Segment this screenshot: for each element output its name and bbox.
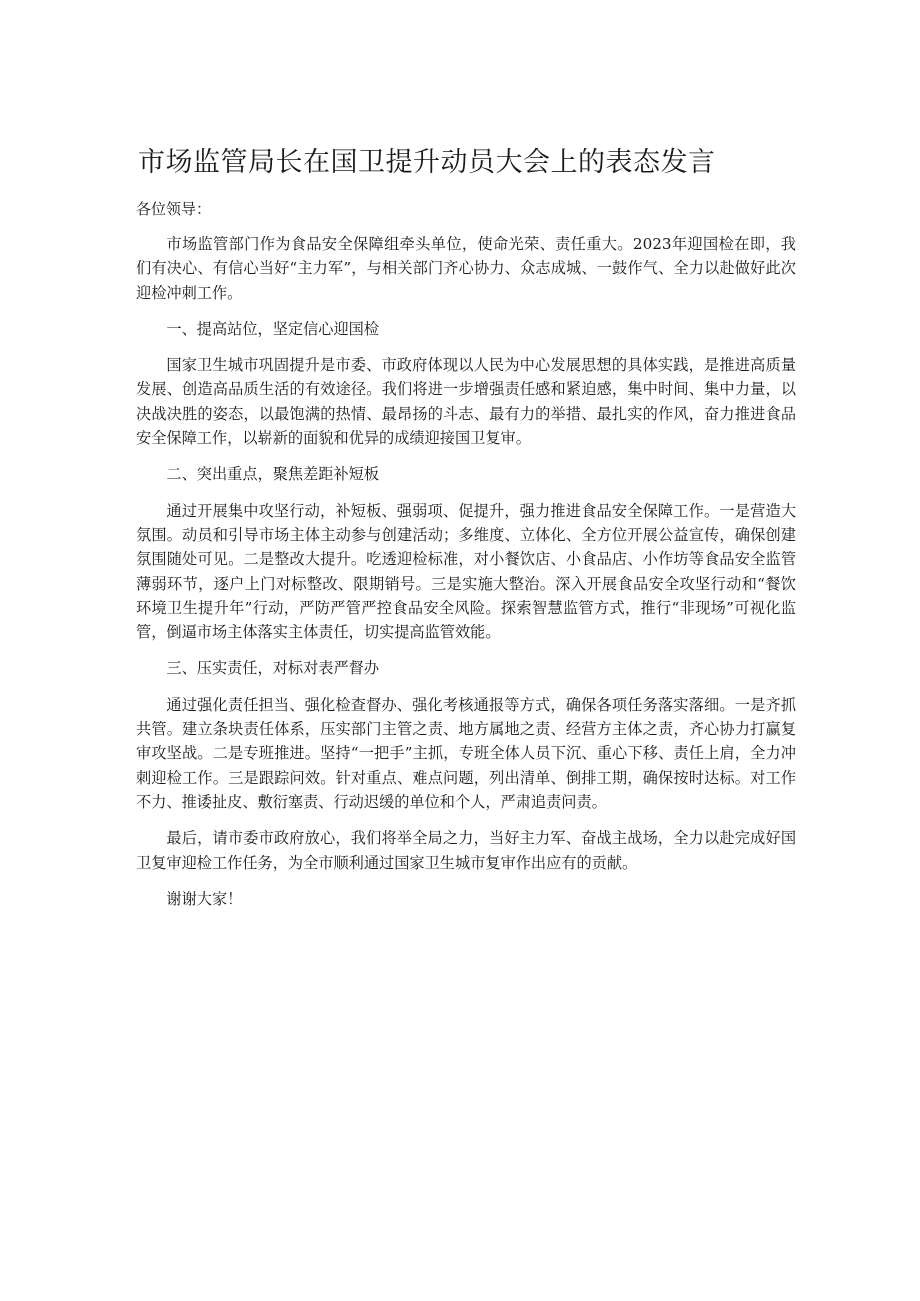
closing-paragraph: 最后，请市委市政府放心，我们将举全局之力，当好主力军、奋战主战场，全力以赴完成好国卫复审迎检工作任务，为全市顺利通过国家卫生城市复审作出应有的贡献。 xyxy=(136,829,796,872)
section-heading-1: 一、提高站位，坚定信心迎国检 xyxy=(166,319,380,338)
section-heading-3: 三、压实责任，对标对表严督办 xyxy=(166,659,380,678)
salutation: 各位领导： xyxy=(136,200,212,218)
section-body-3: 通过强化责任担当、强化检查督办、强化考核通报等方式，确保各项任务落实落细。一是齐抓共管。建立条块责任体系，压实部门主管之责、地方属地之责、经营方主体之责，齐心协力打赢复审攻坚战。二是专班推进。坚持“一把手”主抓，专班全体人员下沉、重心下移、责任上肩，全力冲刺迎检工作。三是跟踪问效。针对重点、难点问题，列出清单、倒排工期，确保按时达标。对工作不力、推诿扯皮、敷衍塞责、行动迟缓的单位和个人，严肃追责问责。 xyxy=(136,695,796,811)
intro-paragraph: 市场监管部门作为食品安全保障组牵头单位，使命光荣、责任重大。2023年迎国检在即，我们有决心、有信心当好“主力军”，与相关部门齐心协力、众志成城、一鼓作气、全力以赴做好此次迎检冲刺工作。 xyxy=(136,235,796,302)
document-title: 市场监管局长在国卫提升动员大会上的表态发言 xyxy=(138,147,716,178)
section-body-1: 国家卫生城市巩固提升是市委、市政府体现以人民为中心发展思想的具体实践，是推进高质量发展、创造高品质生活的有效途径。我们将进一步增强责任感和紧迫感，集中时间、集中力量，以决战决胜的姿态，以最饱满的热情、最昂扬的斗志、最有力的举措、最扎实的作风，奋力推进食品安全保障工作，以崭新的面貌和优异的成绩迎接国卫复审。 xyxy=(136,356,796,448)
document-body xyxy=(136,232,796,923)
section-heading-2: 二、突出重点，聚焦差距补短板 xyxy=(166,465,380,484)
thanks-line: 谢谢大家！ xyxy=(166,889,243,908)
section-body-2: 通过开展集中攻坚行动，补短板、强弱项、促提升，强力推进食品安全保障工作。一是营造大氛围。动员和引导市场主体主动参与创建活动；多维度、立体化、全方位开展公益宣传，确保创建氛围随处可见。二是整改大提升。吃透迎检标准，对小餐饮店、小食品店、小作坊等食品安全监管薄弱环节，逐户上门对标整改、限期销号。三是实施大整治。深入开展食品安全攻坚行动和“餐饮环境卫生提升年”行动，严防严管严控食品安全风险。探索智慧监管方式，推行“非现场”可视化监管，倒逼市场主体落实主体责任，切实提高监管效能。 xyxy=(136,501,796,642)
